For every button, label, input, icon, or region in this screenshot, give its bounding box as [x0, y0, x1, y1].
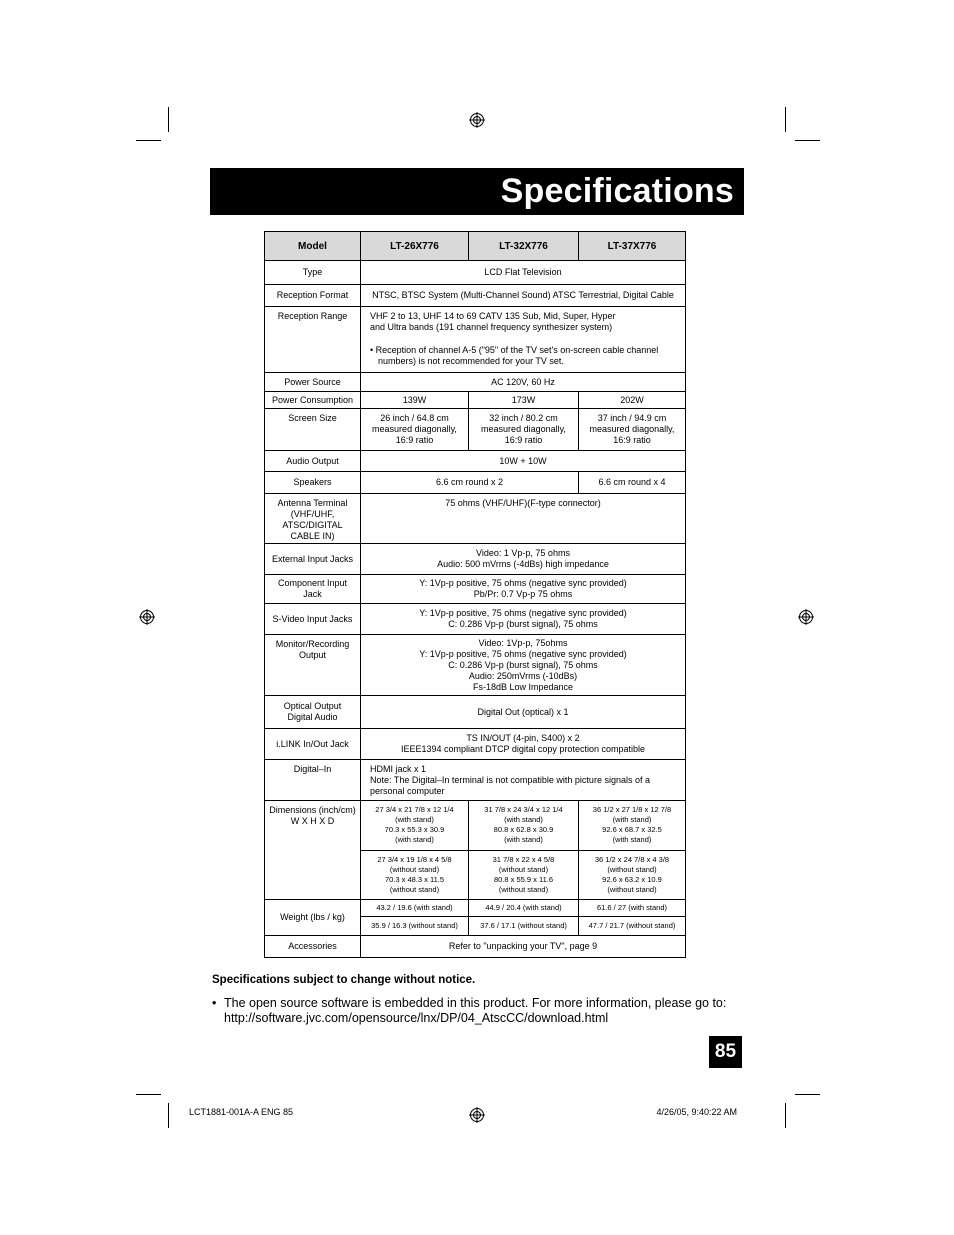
row-value: [469, 409, 579, 451]
crop-mark: [785, 1103, 786, 1128]
text-line: 36 1/2 x 27 1/8 x 12 7/8: [592, 805, 672, 814]
text-line: Fs-18dB Low Impedance: [472, 681, 574, 692]
text-line: Digital Audio: [287, 712, 338, 722]
row-value: [579, 409, 686, 451]
row-label: Accessories: [265, 936, 361, 958]
text-line: CABLE IN): [290, 531, 335, 541]
header-cell: LT-37X776: [579, 232, 686, 261]
text-line: C: 0.286 Vp-p (burst signal), 75 ohms: [448, 619, 598, 629]
row-value: [361, 851, 469, 900]
row-value: 61.6 / 27 (with stand): [579, 900, 686, 917]
row-label: Audio Output: [265, 451, 361, 472]
text-line: (VHF/UHF,: [290, 509, 335, 519]
text-line: (with stand): [395, 835, 434, 844]
table-row: [265, 373, 686, 392]
table-row: [265, 801, 686, 851]
row-label: Digital–In: [265, 760, 361, 801]
text-line: Antenna Terminal: [277, 498, 348, 508]
text-line: 70.3 x 48.3 x 11.5: [384, 875, 445, 884]
registration-mark-icon: [469, 112, 485, 128]
row-value: [361, 575, 686, 604]
text-line: Component Input: [277, 578, 348, 588]
crop-mark: [795, 1094, 820, 1095]
crop-mark: [785, 107, 786, 132]
text-line: W X H X D: [290, 816, 335, 826]
row-value: NTSC, BTSC System (Multi-Channel Sound) ATSC Terrestrial, Digital Cable: [361, 285, 686, 307]
text-line: (without stand): [498, 885, 549, 894]
row-label: [265, 575, 361, 604]
text-line: 26 inch / 64.8 cm: [380, 413, 449, 423]
text-line: (with stand): [612, 815, 652, 824]
row-value: 44.9 / 20.4 (with stand): [469, 900, 579, 917]
crop-mark: [795, 140, 820, 141]
text-line: 27 3/4 x 19 1/8 x 4 5/8: [377, 855, 452, 864]
text-line: 80.8 x 55.9 x 11.6: [493, 875, 554, 884]
row-label: Type: [265, 261, 361, 285]
table-row: [265, 900, 686, 917]
text-line: 92.6 x 68.7 x 32.5: [602, 825, 662, 834]
text-line: C: 0.286 Vp-p (burst signal), 75 ohms: [448, 659, 598, 670]
text-line: 16:9 ratio: [504, 435, 543, 445]
crop-mark: [136, 140, 161, 141]
text-line: 37 inch / 94.9 cm: [597, 413, 667, 423]
text-line: 27 3/4 x 21 7/8 x 12 1/4: [375, 805, 454, 814]
header-cell: LT-32X776: [469, 232, 579, 261]
row-value: [469, 851, 579, 900]
text-line: ATSC/DIGITAL: [282, 520, 343, 530]
row-value: [361, 604, 686, 635]
text-line: • Reception of channel A-5 ("95" of the TV set's on-screen cable channel: [370, 345, 659, 355]
table-row: [265, 936, 686, 958]
row-label: Speakers: [265, 472, 361, 494]
text-line: Y: 1Vp-p positive, 75 ohms (negative sync provided): [419, 608, 627, 618]
row-value: 202W: [579, 392, 686, 409]
row-value: Refer to "unpacking your TV", page 9: [361, 936, 686, 958]
title-bar: [210, 168, 744, 215]
row-value: Digital Out (optical) x 1: [361, 696, 686, 729]
row-value: [361, 307, 686, 373]
table-row: [265, 575, 686, 604]
open-source-note: [212, 996, 752, 1026]
row-value: 139W: [361, 392, 469, 409]
row-label: [265, 801, 361, 900]
row-value: [469, 801, 579, 851]
table-row: [265, 472, 686, 494]
table-row: [265, 451, 686, 472]
text-line: (without stand): [389, 865, 440, 874]
text-line: 16:9 ratio: [395, 435, 434, 445]
row-value: [361, 729, 686, 760]
text-line: 31 7/8 x 22 x 4 5/8: [492, 855, 555, 864]
row-label: S-Video Input Jacks: [265, 604, 361, 635]
text-line: Dimensions (inch/cm): [269, 805, 356, 815]
text-line: (with stand): [504, 835, 543, 844]
row-value: 10W + 10W: [361, 451, 686, 472]
row-value: [361, 801, 469, 851]
header-cell: LT-26X776: [361, 232, 469, 261]
row-value: [579, 801, 686, 851]
row-label: Reception Format: [265, 285, 361, 307]
row-label: Screen Size: [265, 409, 361, 451]
row-value: 75 ohms (VHF/UHF)(F-type connector): [361, 494, 686, 544]
row-value: [361, 544, 686, 575]
page-title: Specifications: [500, 172, 734, 210]
row-value: [361, 635, 686, 696]
registration-mark-icon: [469, 1107, 485, 1123]
text-line: VHF 2 to 13, UHF 14 to 69 CATV 135 Sub, Mid, Super, Hyper: [370, 311, 616, 321]
row-label: External Input Jacks: [265, 544, 361, 575]
row-value: [579, 851, 686, 900]
row-label: Reception Range: [265, 307, 361, 373]
footer-right: 4/26/05, 9:40:22 AM: [656, 1107, 737, 1117]
crop-mark: [136, 1094, 161, 1095]
crop-mark: [168, 107, 169, 132]
text-line: Audio: 250mVrms (-10dBs): [468, 670, 578, 681]
row-label: Weight (lbs / kg): [265, 900, 361, 936]
table-row: [265, 285, 686, 307]
text-line: Y: 1Vp-p positive, 75 ohms (negative sync provided): [419, 578, 627, 588]
table-row: [265, 392, 686, 409]
text-line: (with stand): [395, 815, 434, 824]
text-line: (with stand): [612, 835, 652, 844]
text-line: TS IN/OUT (4-pin, S400) x 2: [466, 733, 580, 743]
text-line: (without stand): [607, 885, 657, 894]
text-line: personal computer: [370, 786, 445, 796]
table-row: [265, 261, 686, 285]
row-label: [265, 635, 361, 696]
text-line: and Ultra bands (191 channel frequency synthesizer system): [370, 322, 613, 332]
table-header-row: [265, 232, 686, 261]
crop-mark: [168, 1103, 169, 1128]
footer-left: LCT1881-001A-A ENG 85: [189, 1107, 294, 1117]
text-line: 16:9 ratio: [613, 435, 651, 445]
table-row: [265, 729, 686, 760]
text-line: Optical Output: [283, 701, 342, 711]
table-row: [265, 604, 686, 635]
bullet-icon: •: [212, 996, 217, 1010]
row-value: 43.2 / 19.6 (with stand): [361, 900, 469, 917]
row-value: 6.6 cm round x 2: [361, 472, 579, 494]
row-value: [361, 760, 686, 801]
text-line: (without stand): [498, 865, 549, 874]
row-value: 35.9 / 16.3 (without stand): [361, 917, 469, 936]
row-label: i.LINK In/Out Jack: [265, 729, 361, 760]
row-value: LCD Flat Television: [361, 261, 686, 285]
row-value: 173W: [469, 392, 579, 409]
text-line: (with stand): [504, 815, 543, 824]
table-row: [265, 544, 686, 575]
text-line: Jack: [303, 589, 322, 599]
table-row: [265, 635, 686, 696]
table-row: [265, 696, 686, 729]
row-value: AC 120V, 60 Hz: [361, 373, 686, 392]
row-value: [361, 409, 469, 451]
row-label: Power Consumption: [265, 392, 361, 409]
row-value: 47.7 / 21.7 (without stand): [579, 917, 686, 936]
registration-mark-icon: [139, 609, 155, 625]
table-row: [265, 494, 686, 544]
text-line: Output: [298, 650, 327, 660]
text-line: 80.8 x 62.8 x 30.9: [493, 825, 554, 834]
text-line: measured diagonally,: [589, 424, 675, 434]
text-line: (without stand): [607, 865, 657, 874]
table-row: [265, 760, 686, 801]
table-row: [265, 307, 686, 373]
change-notice: Specifications subject to change without notice.: [212, 974, 476, 986]
text-line: 31 7/8 x 24 3/4 x 12 1/4: [484, 805, 563, 814]
row-label: [265, 494, 361, 544]
row-value: 6.6 cm round x 4: [579, 472, 686, 494]
text-line: The open source software is embedded in this product. For more information, please go to:: [224, 996, 727, 1010]
text-line: 70.3 x 55.3 x 30.9: [384, 825, 445, 834]
text-line: Pb/Pr: 0.7 Vp-p 75 ohms: [473, 589, 573, 599]
text-line: HDMI jack x 1: [370, 764, 427, 774]
row-label: Power Source: [265, 373, 361, 392]
text-line: measured diagonally,: [372, 424, 457, 434]
registration-mark-icon: [798, 609, 814, 625]
text-line: 92.6 x 63.2 x 10.9: [602, 875, 662, 884]
text-line: Monitor/Recording: [275, 639, 350, 649]
text-line: IEEE1394 compliant DTCP digital copy protection compatible: [401, 744, 645, 754]
page-number: 85: [709, 1036, 742, 1068]
text-line: 36 1/2 x 24 7/8 x 4 3/8: [594, 855, 670, 864]
row-value: 37.6 / 17.1 (without stand): [469, 917, 579, 936]
spec-table: [264, 231, 686, 958]
header-cell: Model: [265, 232, 361, 261]
text-line: 32 inch / 80.2 cm: [489, 413, 558, 423]
url-text: http://software.jvc.com/opensource/lnx/DP/04_AtscCC/download.html: [224, 1011, 609, 1025]
table-row: [265, 409, 686, 451]
text-line: Note: The Digital–In terminal is not compatible with picture signals of a: [370, 775, 650, 785]
text-line: numbers) is not recommended for your TV set.: [378, 356, 564, 366]
text-line: Video: 1 Vp-p, 75 ohms: [476, 548, 570, 558]
text-line: (without stand): [389, 885, 440, 894]
text-line: Y: 1Vp-p positive, 75 ohms (negative sync provided): [419, 648, 627, 659]
row-label: [265, 696, 361, 729]
text-line: Video: 1Vp-p, 75ohms: [478, 637, 568, 648]
text-line: Audio: 500 mVrms (-4dBs) high impedance: [437, 559, 609, 569]
text-line: measured diagonally,: [481, 424, 566, 434]
